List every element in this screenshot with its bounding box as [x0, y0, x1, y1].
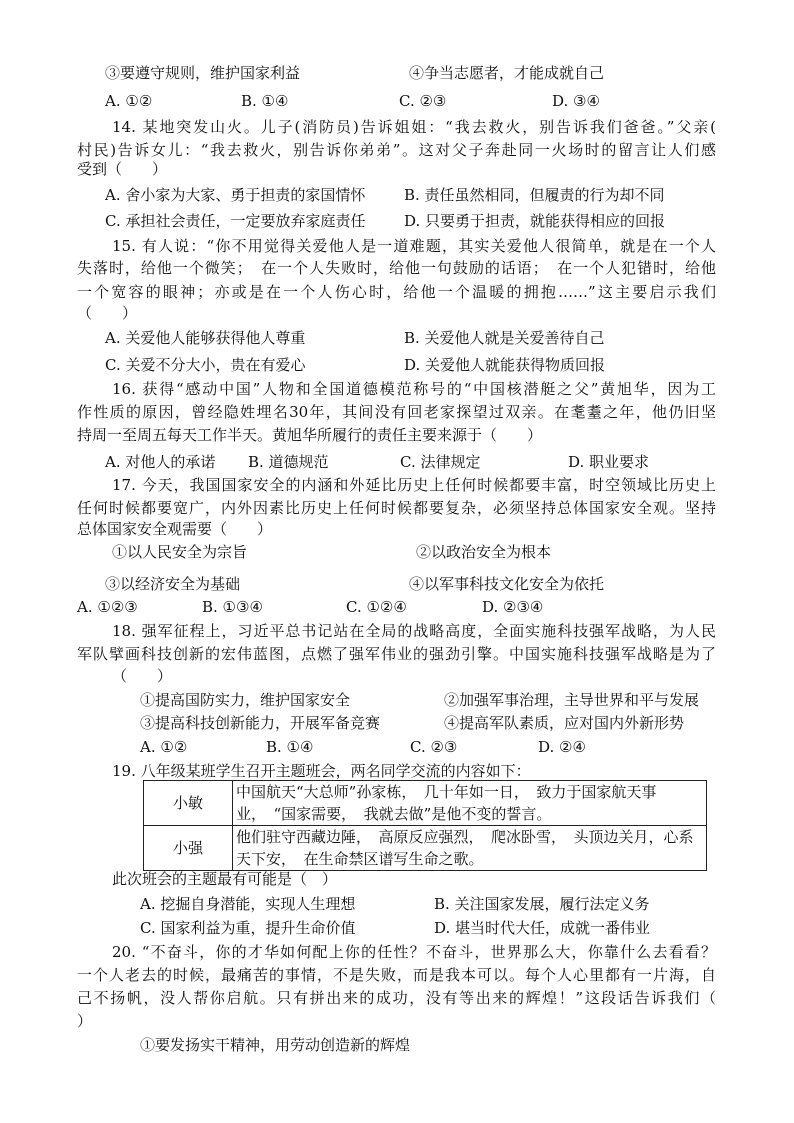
- q20-stem-line-1: 20. “不奋斗，你的才华如何配上你的任性？不奋斗，世界那么大，你靠什么去看看？: [112, 943, 716, 961]
- q20-stem-line-3: 己不扬帆，没人帮你启航。只有拼出来的成功，没有等出来的辉煌！”这段话告诉我们（: [77, 989, 716, 1007]
- q19-dialogue-table: [143, 780, 707, 871]
- table-row: [144, 781, 707, 826]
- q13-choice-c: C. ②③: [399, 92, 447, 110]
- q15-stem-line-1: 15. 有人说：“你不用觉得关爱他人是一道难题，其实关爱他人很简单，就是在一个人: [112, 237, 716, 255]
- q19-option-c: C. 国家利益为重，提升生命价值: [140, 919, 356, 937]
- q15-stem-line-3: 一个宽容的眼神；亦或是在一个人伤心时，给他一个温暖的拥抱……”这主要启示我们: [77, 283, 716, 301]
- q14-option-c: C. 承担社会责任，一定要放弃家庭责任: [105, 212, 366, 230]
- q16-stem-line-2: 作性质的原因，曾经隐姓埋名30年，其间没有回老家探望过双亲。在耄耋之年，他仍旧坚: [77, 403, 716, 421]
- q15-option-c: C. 关爱不分大小，贵在有爱心: [105, 356, 306, 374]
- q17-option-2: ②以政治安全为根本: [416, 543, 552, 561]
- q14-stem-line-1: 14. 某地突发山火。儿子(消防员)告诉姐姐：“我去救火，别告诉我们爸爸。”父亲(: [112, 118, 716, 136]
- speaker-text: 他们驻守西藏边陲， 高原反应强烈， 爬冰卧雪， 头顶边关月，心系天下安， 在生命禁区谱写生命之歌。: [233, 826, 707, 871]
- q18-stem-line-3: （ ）: [112, 667, 173, 685]
- q18-choice-a: A. ①②: [140, 738, 188, 756]
- q14-option-a: A. 舍小家为大家、勇于担责的家国情怀: [105, 186, 366, 204]
- table-row: [144, 826, 707, 871]
- q20-stem-line-4: ）: [77, 1012, 93, 1030]
- q16-choice-b: B. 道德规范: [248, 453, 329, 471]
- speaker-text: 中国航天“大总师”孙家栋， 几十年如一日， 致力于国家航天事业， “国家需要， 我就去做”是他不变的誓言。: [233, 781, 707, 826]
- q19-stem: 19. 八年级某班学生召开主题班会，两名同学交流的内容如下：: [112, 762, 531, 780]
- q18-stem-line-1: 18. 强军征程上，习近平总书记站在全局的战略高度，全面实施科技强军战略，为人民: [112, 622, 716, 640]
- q19-option-b: B. 关注国家发展，履行法定义务: [434, 895, 650, 913]
- q15-stem-line-4: （ ）: [77, 304, 138, 322]
- q17-option-1: ①以人民安全为宗旨: [112, 543, 248, 561]
- q16-stem-line-1: 16. 获得“感动中国”人物和全国道德模范称号的“中国核潜艇之父”黄旭华，因为工: [112, 380, 716, 398]
- q14-option-d: D. 只要勇于担责，就能获得相应的回报: [404, 212, 666, 230]
- q19-option-a: A. 挖掘自身潜能，实现人生理想: [140, 895, 356, 913]
- q18-option-4: ④提高军队素质，应对国内外新形势: [444, 714, 685, 732]
- q18-option-3: ③提高科技创新能力，开展军备竞赛: [140, 714, 381, 732]
- q13-option-4: ④争当志愿者，才能成就自己: [409, 64, 605, 82]
- q13-option-3: ③要遵守规则，维护国家利益: [105, 64, 301, 82]
- q18-option-2: ②加强军事治理，主导世界和平与发展: [444, 691, 700, 709]
- q17-stem-line-2: 任何时候都要宽广，内外因素比历史上任何时候都要复杂，必须坚持总体国家安全观。坚持: [77, 499, 716, 517]
- q17-option-4: ④以军事科技文化安全为依托: [409, 575, 605, 593]
- q18-choice-d: D. ②④: [538, 738, 586, 756]
- q13-choice-d: D. ③④: [552, 92, 600, 110]
- q14-stem-line-2: 村民)告诉女儿：“我去救火，别告诉你弟弟”。这对父子奔赴同一火场时的留言让人们感: [77, 141, 716, 159]
- q17-choice-b: B. ①③④: [202, 598, 263, 616]
- q17-stem-line-1: 17. 今天，我国国家安全的内涵和外延比历史上任何时候都要丰富，时空领域比历史上: [112, 476, 716, 494]
- q16-choice-c: C. 法律规定: [400, 453, 481, 471]
- q14-option-b: B. 责任虽然相同，但履责的行为却不同: [404, 186, 665, 204]
- q17-stem-line-3: 总体国家安全观需要（ ）: [77, 520, 273, 538]
- q15-stem-line-2: 失落时，给他一个微笑； 在一个人失败时，给他一句鼓励的话语； 在一个人犯错时，给他: [77, 259, 716, 277]
- q19-option-d: D. 堪当时代大任，成就一番伟业: [434, 919, 651, 937]
- q17-choice-c: C. ①②④: [346, 598, 407, 616]
- q16-choice-a: A. 对他人的承诺: [105, 453, 216, 471]
- q14-stem-line-3: 受到（ ）: [77, 160, 168, 178]
- q13-choice-b: B. ①④: [241, 92, 289, 110]
- q15-option-b: B. 关爱他人就是关爱善待自己: [404, 329, 605, 347]
- q15-option-a: A. 关爱他人能够获得他人尊重: [105, 329, 306, 347]
- q18-choice-c: C. ②③: [410, 738, 458, 756]
- q15-option-d: D. 关爱他人就能获得物质回报: [404, 356, 606, 374]
- q16-stem-line-3: 持周一至周五每天工作半天。黄旭华所履行的责任主要来源于（ ）: [77, 426, 543, 444]
- q17-choice-d: D. ②③④: [482, 598, 544, 616]
- q18-choice-b: B. ①④: [266, 738, 314, 756]
- q17-option-3: ③以经济安全为基础: [105, 575, 241, 593]
- q19-question: 此次班会的主题最有可能是（ ）: [112, 870, 338, 888]
- q18-stem-line-2: 军队擘画科技创新的宏伟蓝图，点燃了强军伟业的强劲引擎。中国实施科技强军战略是为了: [77, 645, 716, 663]
- q16-choice-d: D. 职业要求: [568, 453, 650, 471]
- speaker-name: 小强: [144, 826, 233, 871]
- q20-option-1: ①要发扬实干精神，用劳动创造新的辉煌: [140, 1036, 411, 1054]
- q17-choice-a: A. ①②③: [77, 598, 138, 616]
- q13-choice-a: A. ①②: [105, 92, 153, 110]
- q20-stem-line-2: 一个人老去的时候，最痛苦的事情，不是失败，而是我本可以。每个人心里都有一片海，自: [77, 966, 716, 984]
- speaker-name: 小敏: [144, 781, 233, 826]
- q18-option-1: ①提高国防实力，维护国家安全: [140, 691, 351, 709]
